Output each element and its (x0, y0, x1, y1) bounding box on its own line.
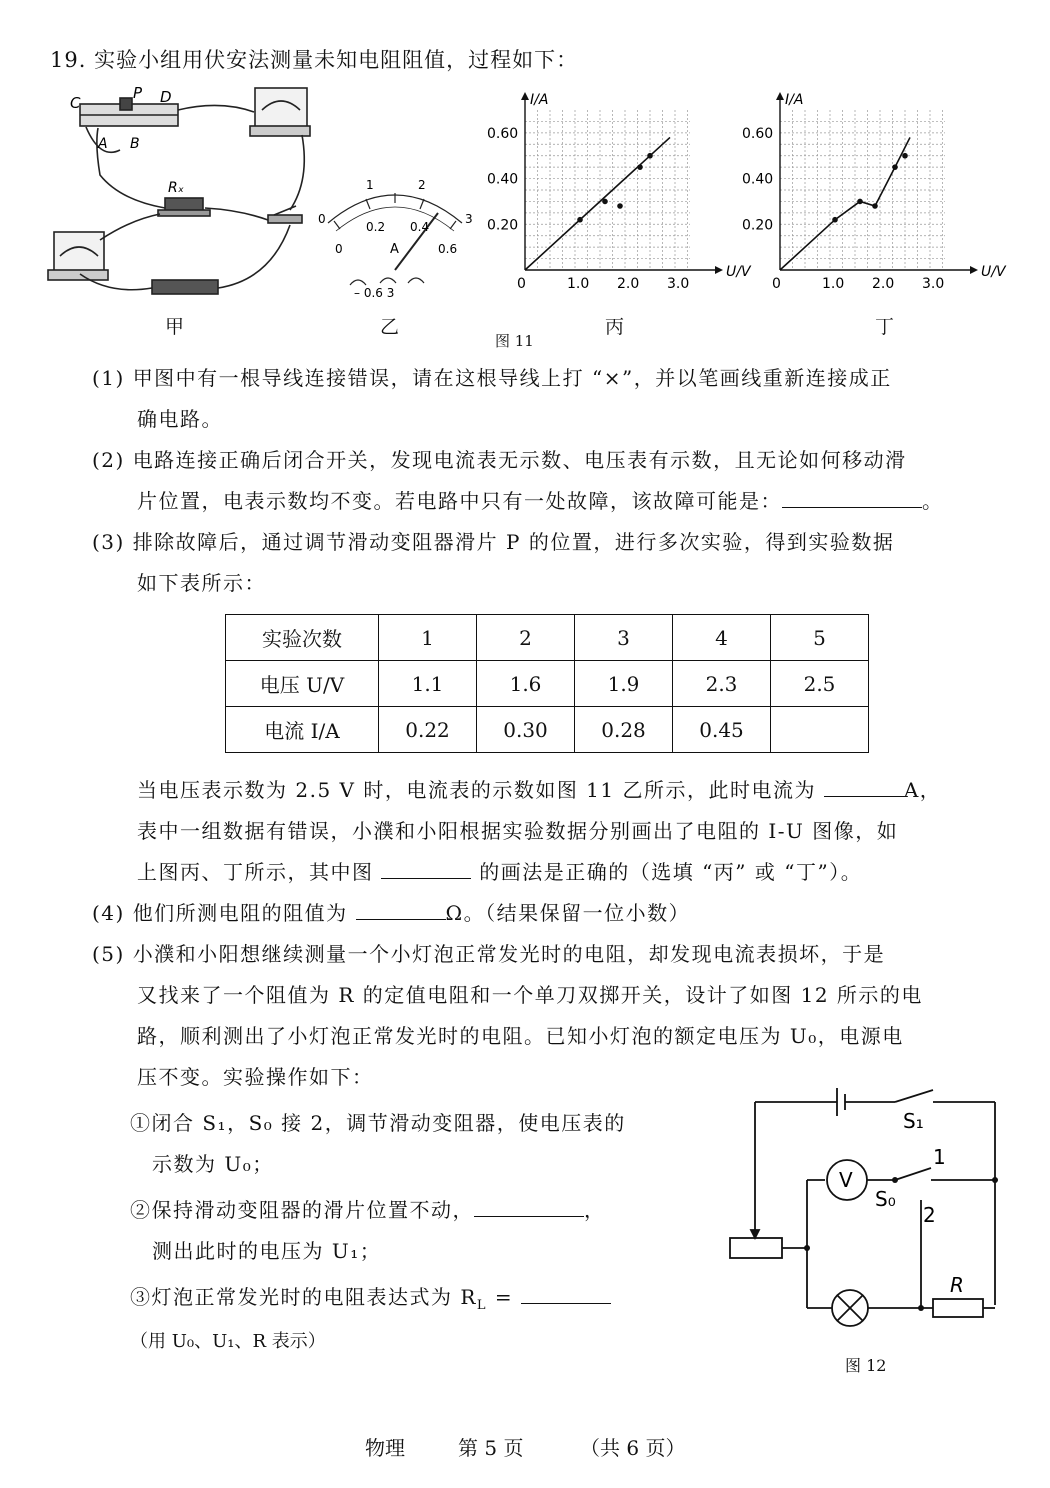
part3-after-line2: 表中一组数据有错误，小濮和小阳根据实验数据分别画出了电阻的 I-U 图像，如 (137, 819, 899, 843)
part5-line1: (5) 小濮和小阳想继续测量一个小灯泡正常发光时的电阻，却发现电流表损坏，于是 (92, 942, 886, 966)
x-axis-label: U/V (981, 264, 1006, 280)
table-row (226, 615, 869, 661)
step1-line2: 示数为 U₀； (152, 1152, 274, 1176)
chart-ding (735, 90, 1005, 305)
question-title: 19. 实验小组用伏安法测量未知电阻阻值，过程如下： (50, 48, 579, 72)
step3-eq: = (487, 1285, 514, 1309)
jia-label-c: C (70, 94, 81, 112)
table-cell: 2 (477, 615, 575, 661)
table-cell: 电压 U/V (226, 661, 379, 707)
answer-blank-rl[interactable] (521, 1283, 611, 1304)
table-cell: 1.9 (575, 661, 673, 707)
data-point (892, 164, 898, 170)
data-point (857, 199, 863, 205)
panel-label-ding: 丁 (875, 316, 895, 338)
part5-line4: 压不变。实验操作如下： (137, 1065, 374, 1089)
jia-label-d: D (160, 88, 172, 106)
ammeter-top-0: 0 (318, 212, 326, 226)
data-point (902, 153, 908, 159)
fig12-label-s1: S₁ (903, 1109, 924, 1133)
answer-blank-resistance[interactable] (356, 899, 446, 920)
jia-label-b: B (130, 136, 140, 152)
step2a: ②保持滑动变阻器的滑片位置不动， (130, 1198, 474, 1222)
table-cell: 4 (673, 615, 771, 661)
part2-line1: (2) 电路连接正确后闭合开关，发现电流表无示数、电压表有示数，且无论如何移动滑 (92, 448, 907, 472)
table-cell: 2.5 (771, 661, 869, 707)
y-tick-label: 0.40 (742, 171, 774, 188)
table-cell[interactable] (771, 707, 869, 753)
part3-line2: 如下表所示： (137, 571, 266, 595)
x-tick-label: 2.0 (872, 276, 895, 292)
answer-blank-fault[interactable] (782, 487, 922, 508)
step3a: ③灯泡正常发光时的电阻表达式为 R (130, 1285, 477, 1309)
data-point (637, 164, 643, 170)
y-tick-label: 0.40 (487, 171, 519, 188)
panel-label-jia: 甲 (165, 316, 185, 338)
y-tick-label: 0.20 (487, 217, 519, 234)
ammeter-unit: A (390, 242, 399, 257)
step2-line1 (130, 1190, 606, 1231)
table-row (226, 661, 869, 707)
table-cell: 0.45 (673, 707, 771, 753)
ammeter-top-3: 3 (465, 212, 473, 226)
step3-line2: （用 U₀、U₁、R 表示） (130, 1331, 326, 1352)
jia-label-a: A (98, 136, 108, 152)
ammeter-bottom-1: 0.2 (366, 220, 386, 234)
part3-after1a: 当电压表示数为 2.5 V 时，电流表的示数如图 11 乙所示，此时电流为 (137, 778, 816, 802)
part2-text: 片位置，电表示数均不变。若电路中只有一处故障，该故障可能是： (137, 489, 782, 513)
data-point (577, 217, 583, 223)
ammeter-terminals: – 0.6 3 (354, 286, 395, 300)
panel-label-bing: 丙 (605, 316, 625, 338)
ammeter-bottom-2: 0.4 (410, 220, 430, 234)
table-cell: 1.1 (379, 661, 477, 707)
x-tick-label: 2.0 (617, 276, 640, 292)
step1-line1: ①闭合 S₁，S₀ 接 2，调节滑动变阻器，使电压表的 (130, 1111, 626, 1135)
data-table (225, 614, 869, 753)
data-point (832, 217, 838, 223)
answer-blank-step2[interactable] (474, 1196, 584, 1217)
panel-label-yi: 乙 (380, 316, 400, 338)
figure12-circuit (725, 1080, 1015, 1360)
x-tick-label: 0 (517, 276, 526, 292)
ammeter-top-2: 2 (418, 178, 426, 192)
answer-blank-graph[interactable] (381, 858, 471, 879)
part3-after-line3 (137, 852, 862, 893)
fig12-label-v: V (839, 1168, 853, 1192)
y-tick-label: 0.60 (487, 125, 519, 142)
part5-line2: 又找来了一个阻值为 R 的定值电阻和一个单刀双掷开关，设计了如图 12 所示的电 (137, 983, 923, 1007)
table-cell: 0.28 (575, 707, 673, 753)
jia-label-p: P (133, 84, 143, 102)
step2-line2: 测出此时的电压为 U₁； (152, 1239, 382, 1263)
part2-line2 (137, 481, 944, 522)
x-axis-arrow (970, 266, 978, 274)
step3-sub: L (476, 1298, 488, 1313)
y-axis-label: I/A (785, 92, 804, 108)
x-axis-label: U/V (726, 264, 751, 280)
table-cell: 1 (379, 615, 477, 661)
step2-end: ， (584, 1198, 606, 1222)
part3-after3b: 的画法是正确的（选填 “丙” 或 “丁”）。 (479, 860, 863, 884)
table-cell: 3 (575, 615, 673, 661)
part1-line2: 确电路。 (137, 407, 223, 431)
ammeter-bottom-0: 0 (335, 242, 343, 256)
table-row (226, 707, 869, 753)
part4a: (4) 他们所测电阻的阻值为 (92, 901, 348, 925)
data-point (872, 203, 878, 209)
x-tick-label: 1.0 (822, 276, 845, 292)
footer-subject: 物理 (365, 1436, 405, 1460)
table-cell: 电流 I/A (226, 707, 379, 753)
footer-total: （共 6 页） (580, 1436, 686, 1460)
part3-after1b: A， (903, 778, 942, 802)
fig12-label-r: R (950, 1273, 964, 1297)
ammeter-top-1: 1 (366, 178, 374, 192)
fig12-label-2: 2 (923, 1203, 936, 1227)
table-cell: 5 (771, 615, 869, 661)
table-cell: 0.22 (379, 707, 477, 753)
part3-after3a: 上图丙、丁所示，其中图 (137, 860, 374, 884)
data-point (617, 203, 623, 209)
y-axis-arrow (521, 92, 529, 100)
footer-page: 第 5 页 (458, 1436, 524, 1460)
figure-yi-ammeter (310, 175, 480, 305)
table-cell: 2.3 (673, 661, 771, 707)
figure11-caption: 图 11 (495, 332, 534, 350)
chart-bing (480, 90, 751, 305)
data-point (602, 199, 608, 205)
part2-end: 。 (922, 489, 944, 513)
fig12-label-1: 1 (933, 1145, 946, 1169)
y-axis-label: I/A (530, 92, 549, 108)
part3-line1: (3) 排除故障后，通过调节滑动变阻器滑片 P 的位置，进行多次实验，得到实验数据 (92, 530, 895, 554)
part5-line3: 路，顺利测出了小灯泡正常发光时的电阻。已知小灯泡的额定电压为 U₀，电源电 (137, 1024, 904, 1048)
y-axis-arrow (776, 92, 784, 100)
fig12-label-s0: S₀ (875, 1187, 896, 1211)
figure12-caption: 图 12 (845, 1356, 887, 1375)
x-tick-label: 0 (772, 276, 781, 292)
table-cell: 0.30 (477, 707, 575, 753)
table-cell: 实验次数 (226, 615, 379, 661)
part4-line (92, 893, 690, 934)
y-tick-label: 0.60 (742, 125, 774, 142)
x-tick-label: 1.0 (567, 276, 590, 292)
part4b: Ω。（结果保留一位小数） (445, 901, 691, 925)
part3-after-line1 (137, 770, 941, 811)
table-cell: 1.6 (477, 661, 575, 707)
answer-blank-current[interactable] (824, 776, 904, 797)
y-tick-label: 0.20 (742, 217, 774, 234)
figure-jia-circuit (40, 80, 320, 310)
series-line (780, 137, 910, 270)
x-tick-label: 3.0 (667, 276, 690, 292)
x-tick-label: 3.0 (922, 276, 945, 292)
ammeter-bottom-3: 0.6 (438, 242, 458, 256)
step3-line1 (130, 1277, 611, 1326)
data-point (647, 153, 653, 159)
part1-line1: (1) 甲图中有一根导线连接错误，请在这根导线上打 “×”，并以笔画线重新连接成正 (92, 366, 892, 390)
x-axis-arrow (715, 266, 723, 274)
jia-label-rx: Rₓ (168, 180, 184, 196)
